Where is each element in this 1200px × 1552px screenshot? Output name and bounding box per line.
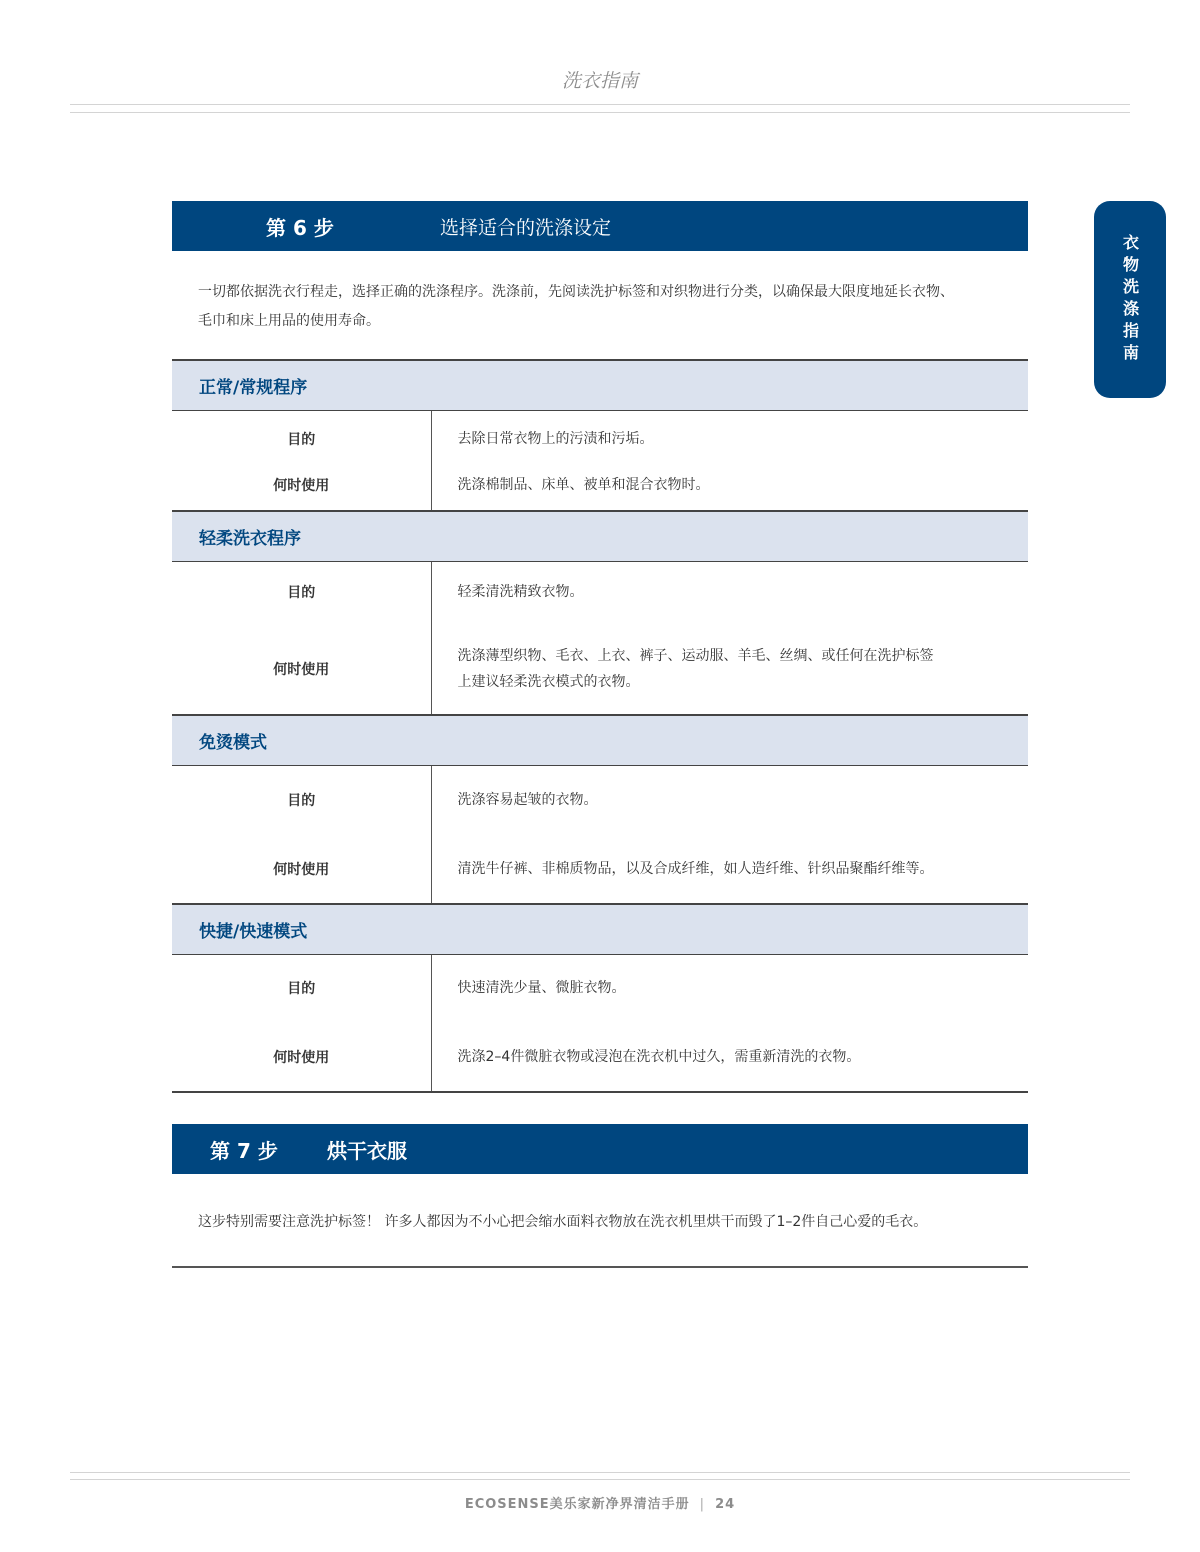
program-when-line: 清洗牛仔裤、非棉质物品，以及合成纤维，如人造纤维、针织品聚酯纤维等。 <box>457 861 934 877</box>
header-rule-top <box>70 104 1130 105</box>
program-name: 正常/常规程序 <box>172 360 1028 410</box>
purpose-label: 目的 <box>172 954 431 1022</box>
program-header <box>172 511 1028 561</box>
step6-intro-line2: 毛巾和床上用品的使用寿命。 <box>198 313 380 329</box>
footer-brand: ECOSENSE美乐家新净界清洁手册 <box>464 1497 690 1512</box>
program-table <box>172 359 1028 1093</box>
page-number: 24 <box>715 1497 736 1512</box>
program-row-when <box>172 835 1028 904</box>
when-label: 何时使用 <box>172 623 431 715</box>
footer-rule-bottom <box>70 1479 1130 1480</box>
footer-rule-top <box>70 1472 1130 1473</box>
program-when-line: 洗涤薄型织物、毛衣、上衣、裤子、运动服、羊毛、丝绸、或任何在洗护标签 <box>457 647 934 664</box>
program-purpose: 洗涤容易起皱的衣物。 <box>457 792 598 809</box>
running-header: 洗衣指南 <box>561 70 638 92</box>
program-when-line: 上建议轻柔洗衣模式的衣物。 <box>457 673 640 690</box>
when-label: 何时使用 <box>172 464 431 511</box>
step6-title: 选择适合的洗涤设定 <box>440 216 612 239</box>
when-label: 何时使用 <box>172 1022 431 1092</box>
program-purpose: 去除日常衣物上的污渍和污垢。 <box>457 431 654 448</box>
program-header <box>172 904 1028 954</box>
program-row-purpose <box>172 765 1028 835</box>
step6-number: 第 6 步 <box>266 215 334 240</box>
step6-intro <box>198 278 1018 336</box>
step7-banner <box>172 1124 1028 1174</box>
program-purpose: 快速清洗少量、微脏衣物。 <box>457 980 626 997</box>
program-row-purpose <box>172 561 1028 623</box>
footer <box>0 1493 1200 1512</box>
step7-text: 这步特别需要注意洗护标签！ 许多人都因为不小心把会缩水面料衣物放在洗衣机里烘干而毁了1–2件自己心爱的毛衣。 <box>198 1214 928 1230</box>
step7-bottom-rule <box>172 1266 1028 1268</box>
program-when-line: 洗涤2–4件微脏衣物或浸泡在洗衣机中过久，需重新清洗的衣物。 <box>457 1048 861 1065</box>
program-row-when <box>172 464 1028 511</box>
program-name: 免烫模式 <box>172 715 1028 765</box>
program-row-purpose <box>172 410 1028 464</box>
purpose-label: 目的 <box>172 561 431 623</box>
program-when <box>431 623 1028 715</box>
side-tab <box>1094 201 1166 398</box>
step7-number: 第 7 步 <box>210 1138 278 1163</box>
program-header <box>172 360 1028 410</box>
program-name: 快捷/快速模式 <box>172 904 1028 954</box>
step6-intro-line1: 一切都依据洗衣行程走，选择正确的洗涤程序。洗涤前，先阅读洗护标签和对织物进行分类，以确保最大限度地延长衣物、 <box>198 284 954 300</box>
step6-banner <box>172 201 1028 251</box>
when-label: 何时使用 <box>172 835 431 904</box>
footer-separator: | <box>699 1497 706 1512</box>
header-rule-bottom <box>70 112 1130 113</box>
program-row-purpose <box>172 954 1028 1022</box>
side-tab-label: 衣物洗涤指南 <box>1120 233 1140 366</box>
program-when <box>431 1022 1028 1092</box>
program-when <box>431 464 1028 511</box>
purpose-label: 目的 <box>172 410 431 464</box>
program-row-when <box>172 623 1028 715</box>
program-when <box>431 835 1028 904</box>
program-name: 轻柔洗衣程序 <box>172 511 1028 561</box>
program-header <box>172 715 1028 765</box>
purpose-label: 目的 <box>172 765 431 835</box>
step7-title: 烘干衣服 <box>327 1138 407 1163</box>
program-row-when <box>172 1022 1028 1092</box>
program-purpose: 轻柔清洗精致衣物。 <box>457 584 584 601</box>
program-when-line: 洗涤棉制品、床单、被单和混合衣物时。 <box>457 477 710 493</box>
